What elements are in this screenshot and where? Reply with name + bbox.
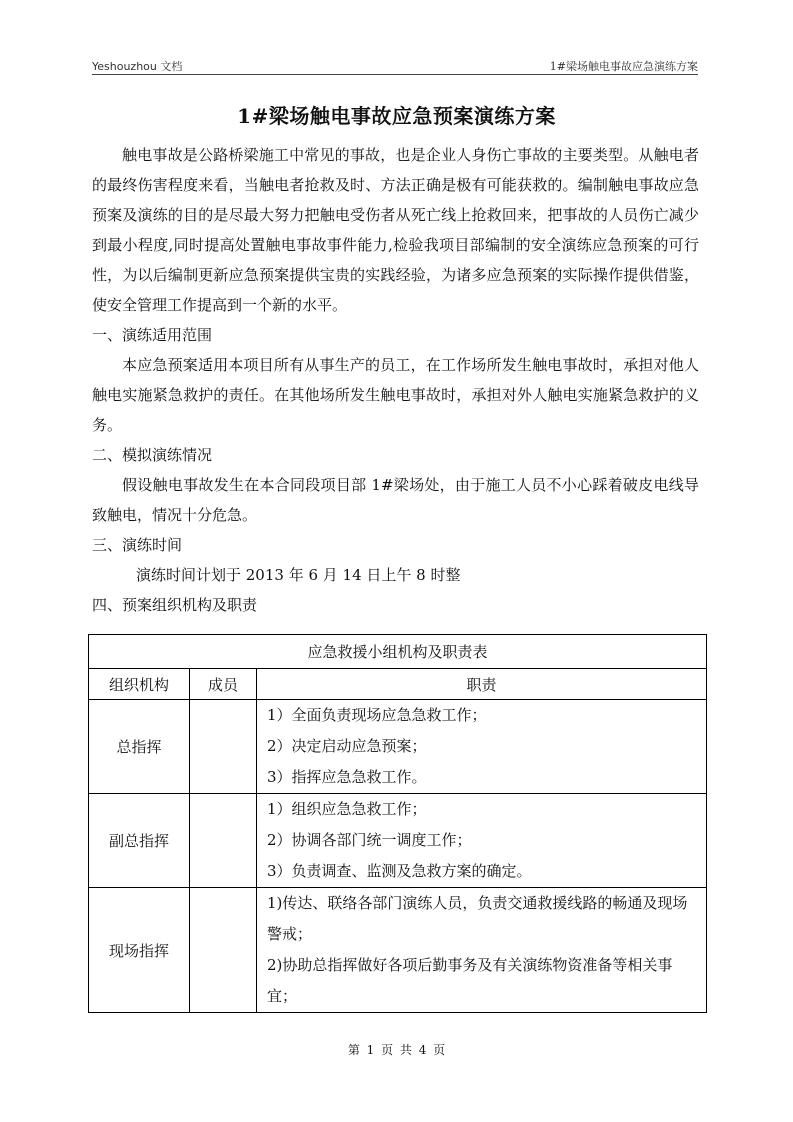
org-heading: 四、预案组织机构及职责 <box>92 596 258 614</box>
column-header-duty: 职责 <box>257 669 707 700</box>
duty-table <box>88 634 707 1013</box>
table-row <box>89 794 707 888</box>
member-cell <box>190 700 257 794</box>
table-row <box>89 888 707 1013</box>
duty-cell <box>257 888 707 1013</box>
intro-paragraph: 触电事故是公路桥梁施工中常见的事故，也是企业人身伤亡事故的主要类型。从触电者的最终伤害程度来看，当触电者抢救及时、方法正确是极有可能获救的。编制触电事故应急预案及演练的目的是尽最大努力把触电受伤者从死亡线上抢救回来，把事故的人员伤亡减少到最小程度,同时提高处置触电事故事件能力,检验我项目部编制的安全演练应急预案的可行性，为以后编制更新应急预案提供宝贵的实践经验，为诸多应急预案的实际操作提供借鉴，使安全管理工作提高到一个新的水平。 <box>92 146 699 314</box>
duty-item: 2)协助总指挥做好各项后勤事务及有关演练物资准备等相关事宜； <box>267 956 673 1005</box>
duty-item: 1）全面负责现场应急急救工作； <box>267 706 487 724</box>
page-footer: 第 1 页 共 4 页 <box>347 1043 446 1057</box>
duty-item: 1）组织应急急救工作； <box>267 800 427 818</box>
member-cell <box>190 794 257 888</box>
scenario-heading: 二、模拟演练情况 <box>92 446 213 464</box>
duty-item: 3）指挥应急急救工作。 <box>267 768 427 786</box>
duty-item: 1)传达、联络各部门演练人员，负责交通救援线路的畅通及现场警戒； <box>267 894 688 943</box>
org-cell: 现场指挥 <box>89 888 190 1013</box>
table-row <box>89 700 707 794</box>
duty-item: 2）决定启动应急预案； <box>267 737 427 755</box>
scope-heading: 一、演练适用范围 <box>92 326 213 344</box>
document-body <box>92 140 699 620</box>
duty-item: 2）协调各部门统一调度工作； <box>267 831 472 849</box>
duty-cell <box>257 700 707 794</box>
duty-cell <box>257 794 707 888</box>
column-header-org: 组织机构 <box>89 669 190 700</box>
page-header <box>92 56 698 75</box>
org-cell: 副总指挥 <box>89 794 190 888</box>
time-paragraph: 演练时间计划于 2013 年 6 月 14 日上午 8 时整 <box>136 566 461 584</box>
org-cell: 总指挥 <box>89 700 190 794</box>
scenario-paragraph: 假设触电事故发生在本合同段项目部 1#梁场处，由于施工人员不小心踩着破皮电线导致触电，情况十分危急。 <box>92 476 699 524</box>
member-cell <box>190 888 257 1013</box>
header-right-text: 1#梁场触电事故应急演练方案 <box>549 60 698 73</box>
table-caption: 应急救援小组机构及职责表 <box>89 635 707 669</box>
header-left-text: Yeshouzhou 文档 <box>92 60 183 73</box>
scope-paragraph: 本应急预案适用本项目所有从事生产的员工，在工作场所发生触电事故时，承担对他人触电实施紧急救护的责任。在其他场所发生触电事故时，承担对外人触电实施紧急救护的义务。 <box>92 356 699 434</box>
time-heading: 三、演练时间 <box>92 536 183 554</box>
document-title: 1#梁场触电事故应急预案演练方案 <box>237 104 556 128</box>
column-header-member: 成员 <box>190 669 257 700</box>
duty-item: 3）负责调查、监测及急救方案的确定。 <box>267 862 532 880</box>
